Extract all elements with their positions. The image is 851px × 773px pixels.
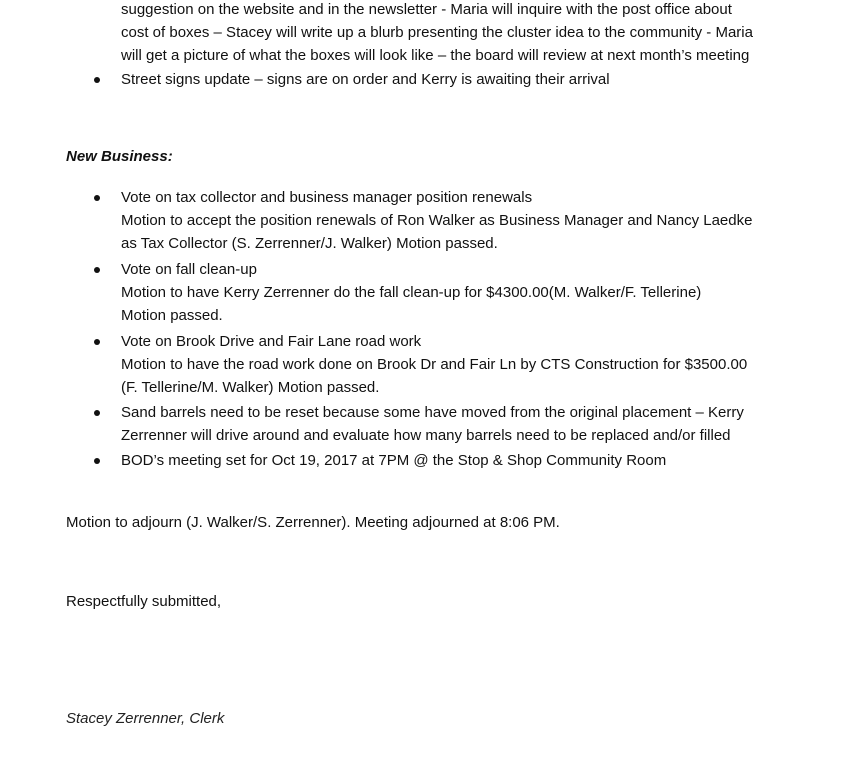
bullet-icon: [94, 195, 100, 201]
bullet-icon: [94, 458, 100, 464]
cluster-item-line-3: will get a picture of what the boxes will look like – the board will review at next month’s meeting: [121, 47, 750, 64]
item-1-detail-line-2: as Tax Collector (S. Zerrenner/J. Walker) Motion passed.: [121, 235, 498, 252]
item-2-detail-line-2: Motion passed.: [121, 307, 223, 324]
item-2-title: Vote on fall clean-up: [121, 261, 257, 278]
bullet-icon: [94, 267, 100, 273]
item-3-title: Vote on Brook Drive and Fair Lane road work: [121, 333, 422, 350]
street-signs-item: Street signs update – signs are on order and Kerry is awaiting their arrival: [121, 71, 610, 88]
cluster-item-line-2: cost of boxes – Stacey will write up a blurb presenting the cluster idea to the community - Maria: [121, 24, 753, 41]
adjourn-motion: Motion to adjourn (J. Walker/S. Zerrenner). Meeting adjourned at 8:06 PM.: [66, 514, 560, 531]
item-5-title: BOD’s meeting set for Oct 19, 2017 at 7PM @ the Stop & Shop Community Room: [121, 452, 667, 469]
clerk-signature: Stacey Zerrenner, Clerk: [66, 710, 225, 727]
new-business-heading: New Business:: [66, 148, 173, 165]
closing-text: Respectfully submitted,: [66, 593, 222, 610]
bullet-icon: [94, 77, 100, 83]
item-1-title: Vote on tax collector and business manager position renewals: [121, 189, 533, 206]
item-3-detail-line-2: (F. Tellerine/M. Walker) Motion passed.: [121, 379, 380, 396]
cluster-item-line-1: suggestion on the website and in the newsletter - Maria will inquire with the post office about: [121, 1, 732, 18]
bullet-icon: [94, 339, 100, 345]
item-2-detail-line-1: Motion to have Kerry Zerrenner do the fall clean-up for $4300.00(M. Walker/F. Tellerine): [121, 284, 702, 301]
bullet-icon: [94, 410, 100, 416]
item-1-detail-line-1: Motion to accept the position renewals of Ron Walker as Business Manager and Nancy Laedke: [121, 212, 753, 229]
item-4-title: Sand barrels need to be reset because some have moved from the original placement – Kerry: [121, 404, 744, 421]
item-4-detail-line-1: Zerrenner will drive around and evaluate how many barrels need to be replaced and/or filled: [121, 427, 731, 444]
item-3-detail-line-1: Motion to have the road work done on Brook Dr and Fair Ln by CTS Construction for $3500.00: [121, 356, 748, 373]
